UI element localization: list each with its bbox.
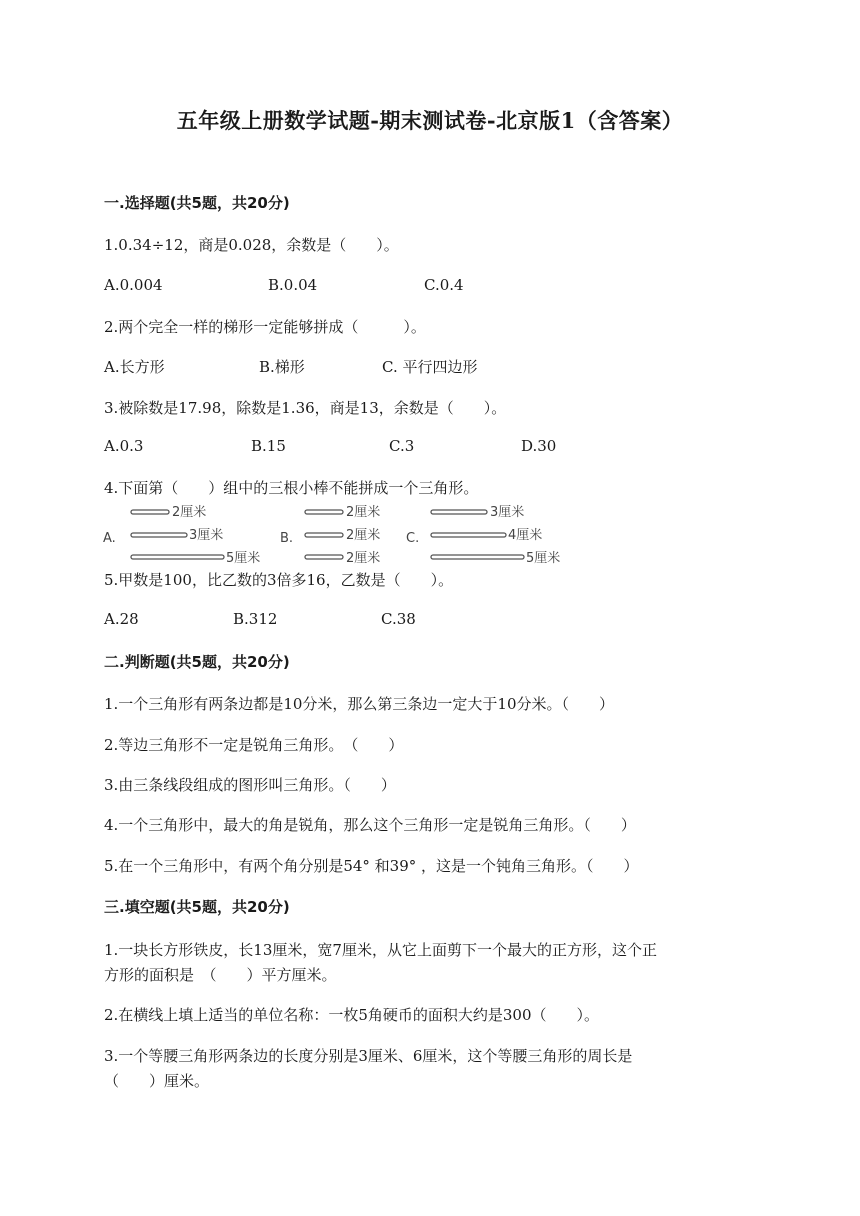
stick-b-1 xyxy=(305,510,343,514)
option-a: A.28 xyxy=(104,610,139,628)
option-c: C.38 xyxy=(381,610,416,628)
option-a: A.长方形 xyxy=(104,358,165,376)
question-2-5: 5.在一个三角形中，有两个角分别是54° 和39° ，这是一个钝角三角形。（ ） xyxy=(104,857,639,875)
stick-c-3-label: 5厘米 xyxy=(526,551,561,566)
stick-a-2 xyxy=(131,533,187,537)
stick-c-1-label: 3厘米 xyxy=(490,505,525,520)
question-3-3-line-2: （ ）厘米。 xyxy=(104,1072,210,1090)
question-1-1: 1.0.34÷12，商是0.028，余数是（ ）。 xyxy=(104,236,399,254)
question-1-4: 4.下面第（ ）组中的三根小棒不能拼成一个三角形。 xyxy=(104,479,479,497)
sticks-figure xyxy=(100,500,570,570)
group-b-label: B. xyxy=(280,531,294,546)
option-b: B.15 xyxy=(251,437,286,455)
stick-c-2 xyxy=(431,533,506,537)
question-3-2: 2.在横线上填上适当的单位名称：一枚5角硬币的面积大约是300（ ）。 xyxy=(104,1006,599,1024)
option-a: A.0.3 xyxy=(104,437,144,455)
question-1-5: 5.甲数是100，比乙数的3倍多16，乙数是（ ）。 xyxy=(104,571,454,589)
stick-a-3-label: 5厘米 xyxy=(226,551,261,566)
option-b: B.312 xyxy=(233,610,278,628)
question-2-2: 2.等边三角形不一定是锐角三角形。 （ ） xyxy=(104,736,404,754)
stick-c-2-label: 4厘米 xyxy=(508,528,543,543)
stick-b-2 xyxy=(305,533,343,537)
group-c-label: C. xyxy=(406,531,420,546)
stick-b-2-label: 2厘米 xyxy=(346,528,381,543)
option-b: B.梯形 xyxy=(259,358,305,376)
stick-b-3-label: 2厘米 xyxy=(346,551,381,566)
question-1-2: 2.两个完全一样的梯形一定能够拼成（ ）。 xyxy=(104,318,426,336)
stick-b-1-label: 2厘米 xyxy=(346,505,381,520)
option-a: A.0.004 xyxy=(104,276,163,294)
stick-c-1 xyxy=(431,510,487,514)
stick-a-1 xyxy=(131,510,169,514)
stick-a-3 xyxy=(131,555,224,559)
question-1-3: 3.被除数是17.98，除数是1.36，商是13，余数是（ ）。 xyxy=(104,399,507,417)
question-2-4: 4.一个三角形中，最大的角是锐角，那么这个三角形一定是锐角三角形。（ ） xyxy=(104,816,636,834)
group-a-label: A. xyxy=(103,531,116,546)
option-b: B.0.04 xyxy=(268,276,318,294)
option-d: D.30 xyxy=(521,437,557,455)
option-c: C. 平行四边形 xyxy=(382,358,478,376)
question-3-1-line-1: 1.一块长方形铁皮，长13厘米，宽7厘米，从它上面剪下一个最大的正方形，这个正 xyxy=(104,941,657,959)
question-3-3-line-1: 3.一个等腰三角形两条边的长度分别是3厘米、6厘米，这个等腰三角形的周长是 xyxy=(104,1047,633,1065)
question-2-1: 1.一个三角形有两条边都是10分米，那么第三条边一定大于10分米。（ ） xyxy=(104,695,614,713)
stick-a-1-label: 2厘米 xyxy=(172,505,207,520)
question-2-3: 3.由三条线段组成的图形叫三角形。（ ） xyxy=(104,776,396,794)
stick-a-2-label: 3厘米 xyxy=(189,528,224,543)
question-3-1-line-2: 方形的面积是 （ ）平方厘米。 xyxy=(104,966,337,984)
option-c: C.3 xyxy=(389,437,415,455)
section-heading-fill: 三.填空题(共5题，共20分) xyxy=(104,898,290,916)
option-c: C.0.4 xyxy=(424,276,464,294)
stick-b-3 xyxy=(305,555,343,559)
stick-c-3 xyxy=(431,555,524,559)
section-heading-judge: 二.判断题(共5题，共20分) xyxy=(104,653,290,671)
page-title: 五年级上册数学试题-期末测试卷-北京版1（含答案） xyxy=(176,108,684,133)
section-heading-choice: 一.选择题(共5题，共20分) xyxy=(104,194,290,212)
